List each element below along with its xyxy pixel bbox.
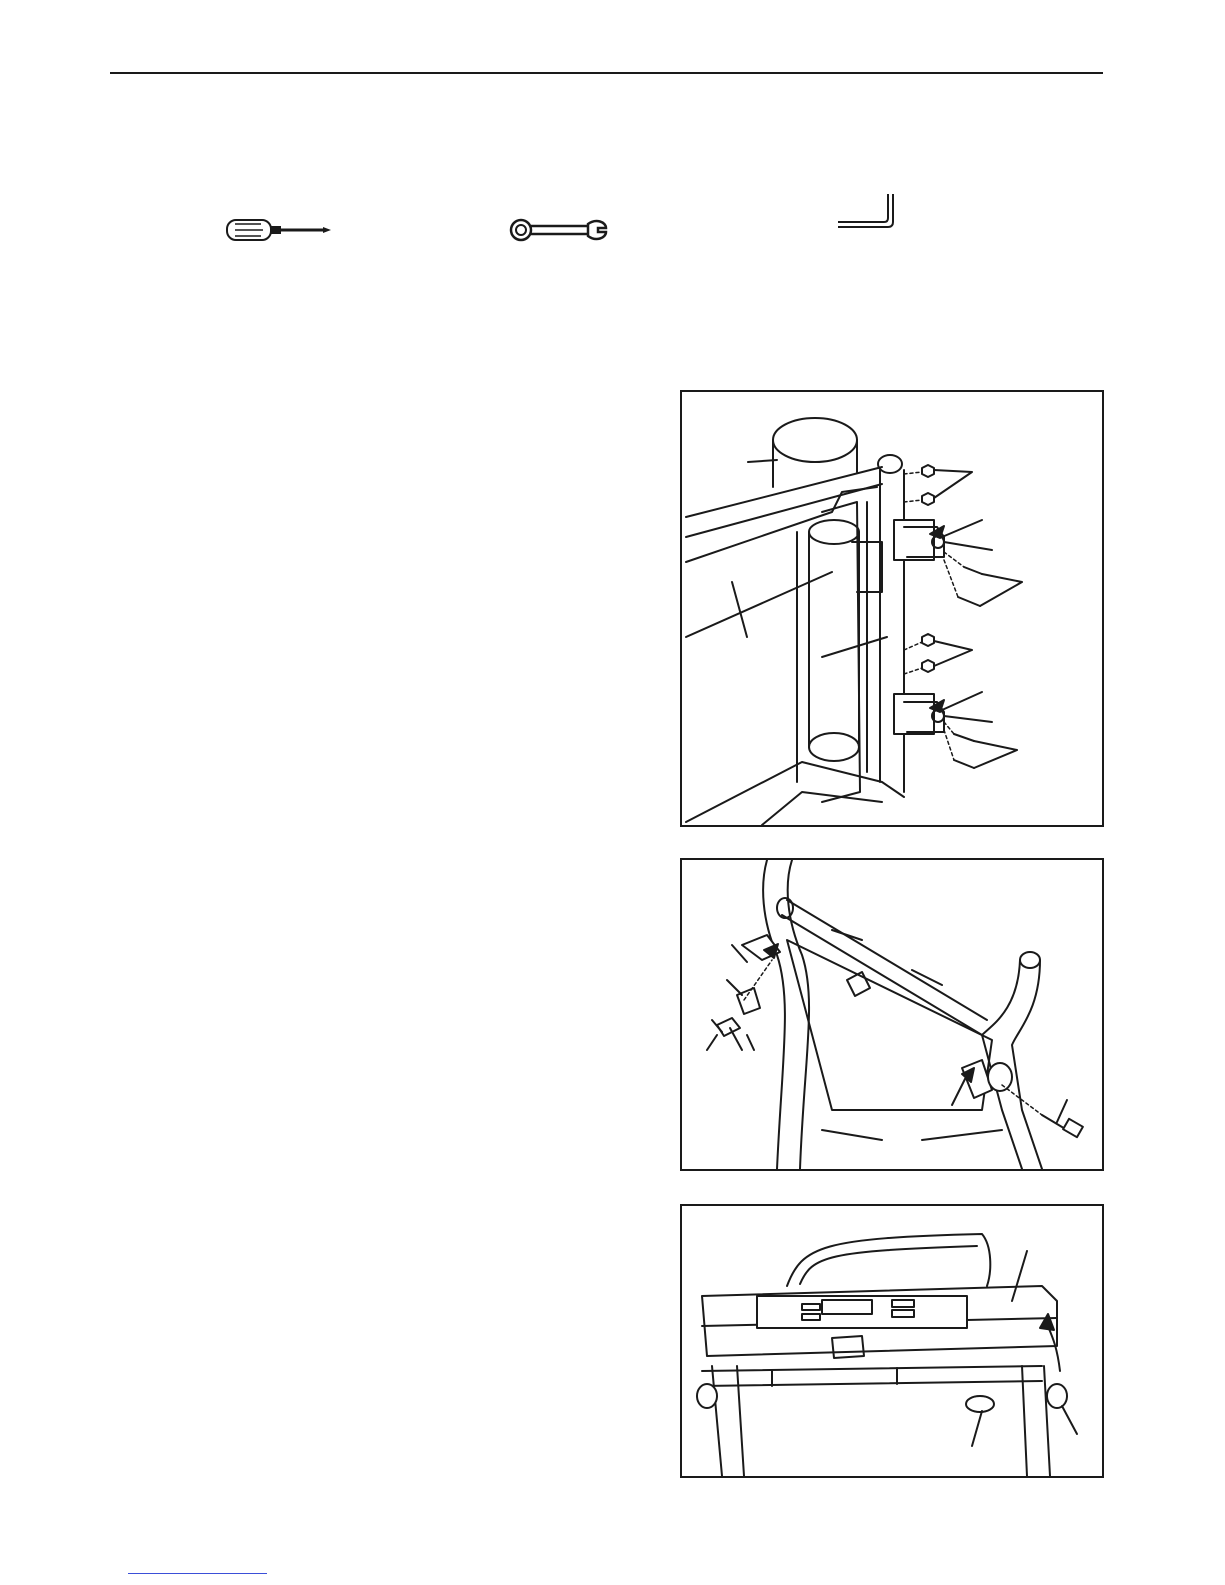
figure-2-drawing (682, 860, 1102, 1169)
allen-wrench-icon (836, 192, 896, 232)
figure-3 (680, 1204, 1104, 1478)
figure-3-drawing (682, 1206, 1102, 1476)
header-rule (110, 72, 1103, 74)
footer-link-underline[interactable] (128, 1573, 267, 1574)
figure-2 (680, 858, 1104, 1171)
figure-1-drawing (682, 392, 1102, 825)
wrench-icon (508, 214, 608, 246)
phillips-screwdriver-icon (225, 215, 335, 245)
figure-1 (680, 390, 1104, 827)
